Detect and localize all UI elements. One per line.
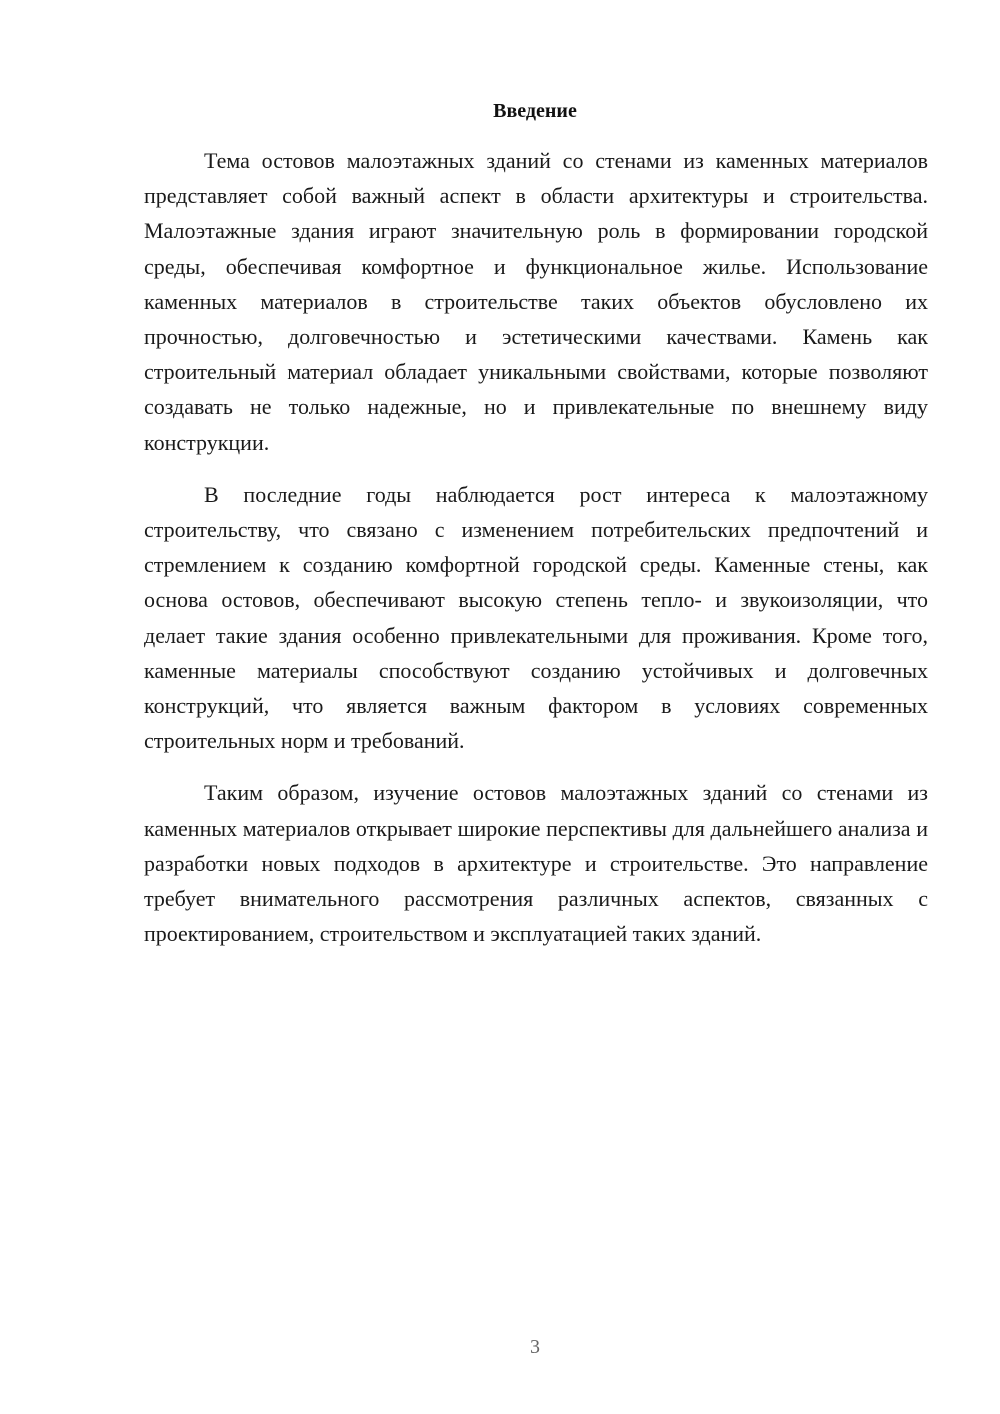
document-body xyxy=(144,143,928,968)
paragraph-3: Таким образом, изучение остовов малоэтажных зданий со стенами из каменных материалов открывает широкие перспективы для дальнейшего анализа и разработки новых подходов в архитектуре и строительстве. Это направление требует внимательного рассмотрения различных аспектов, связанных с проектированием, строительством и эксплуатацией таких зданий. xyxy=(144,780,928,947)
paragraph-1: Тема остовов малоэтажных зданий со стенами из каменных материалов представляет собой важный аспект в области архитектуры и строительства. Малоэтажные здания играют значительную роль в формировании городской среды, обеспечивая комфортное и функциональное жилье. Использование каменных материалов в строительстве таких объектов обусловлено их прочностью, долговечностью и эстетическими качествами. Камень как строительный материал обладает уникальными свойствами, которые позволяют создавать не только надежные, но и привлекательные по внешнему виду конструкции. xyxy=(144,148,928,455)
page-number: 3 xyxy=(530,1336,540,1358)
section-heading: Введение xyxy=(493,100,577,122)
paragraph-2: В последние годы наблюдается рост интереса к малоэтажному строительству, что связано с изменением потребительских предпочтений и стремлением к созданию комфортной городской среды. Каменные стены, как основа остовов, обеспечивают высокую степень тепло- и звукоизоляции, что делает такие здания особенно привлекательными для проживания. Кроме того, каменные материалы способствуют созданию устойчивых и долговечных конструкций, что является важным фактором в условиях современных строительных норм и требований. xyxy=(144,481,928,754)
